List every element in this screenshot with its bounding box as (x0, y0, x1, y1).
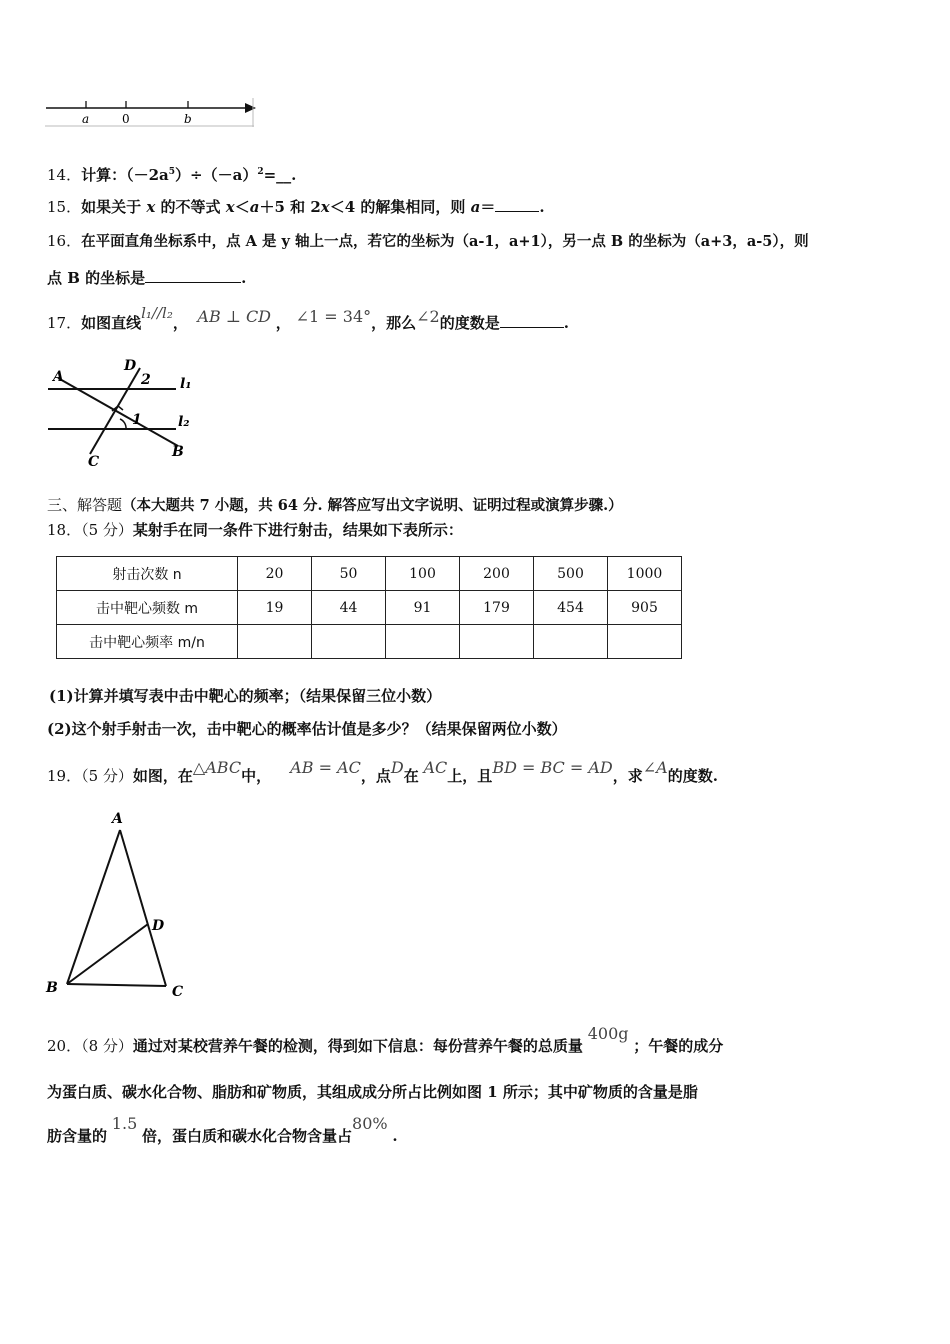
number-line-figure (44, 96, 258, 128)
question-20 (47, 1024, 724, 1056)
table-row-n (57, 557, 682, 591)
table-cell: 1000 (608, 557, 682, 591)
q16-answer-blank[interactable] (145, 268, 241, 283)
line-cd (90, 368, 140, 454)
q16-end: . (241, 269, 247, 287)
q18-number: 18． (47, 521, 82, 539)
fig17-label-l1: l₁ (180, 376, 192, 392)
fig19-label-D: D (152, 918, 165, 934)
q20-math-400g: 400g (587, 1024, 629, 1043)
q19-math-triangle: △ABC (192, 758, 242, 777)
q14-text-c: =__. (263, 166, 297, 184)
q20-number: 20． (47, 1037, 82, 1055)
table-input-cell[interactable] (534, 625, 608, 659)
q15-t2: 的不等式 (155, 198, 226, 216)
q15-t4: ＋5 和 2 (259, 198, 321, 216)
table-input-cell[interactable] (238, 625, 312, 659)
q14-number: 14． (47, 166, 82, 184)
q16-number: 16． (47, 232, 82, 250)
q19-triangle-figure (40, 806, 200, 1002)
q17-parallel-lines-figure (44, 356, 204, 468)
table-cell: 20 (238, 557, 312, 591)
q19-score: （5 分） (81, 767, 133, 785)
q15-var-x3: x (320, 198, 330, 216)
q14-sup: 5 (168, 167, 176, 177)
q17-number: 17． (47, 314, 82, 332)
q20-t5: . (392, 1127, 398, 1145)
q17-math-angle2: ∠2 (416, 307, 440, 326)
table-cell: 500 (534, 557, 608, 591)
table-cell: 200 (460, 557, 534, 591)
q15-t5: ＜4 的解集相同，则 (329, 198, 471, 216)
fig17-label-1: 1 (132, 412, 142, 428)
q19-math-ab-ac: AB = AC (290, 758, 361, 777)
q19-t5: 上，且 (447, 767, 493, 785)
q15-var-a1: a (249, 198, 260, 216)
q17-answer-blank[interactable] (500, 313, 564, 328)
q19-t6: ，求 (612, 767, 643, 785)
q15-t1: 如果关于 (81, 198, 147, 216)
table-row-m (57, 591, 682, 625)
section-3-title: 三、解答题 (47, 496, 123, 514)
side-ab (67, 830, 120, 984)
q17-math-parallel: l₁//l₂ (141, 304, 173, 322)
fig17-label-2: 2 (141, 372, 151, 388)
fig19-label-C: C (172, 984, 184, 1000)
q18-text: 某射手在同一条件下进行射击，结果如下表所示： (132, 521, 463, 539)
table-row-frequency (57, 625, 682, 659)
table-cell: 19 (238, 591, 312, 625)
table-row-label: 射击次数 n (57, 557, 238, 591)
angle-1-arc (120, 419, 126, 429)
q15-t3: ＜ (234, 198, 250, 216)
table-cell: 179 (460, 591, 534, 625)
number-line-label-b: b (184, 112, 192, 126)
side-ac (120, 830, 166, 986)
q15-var-x2: x (225, 198, 235, 216)
number-line-label-0: 0 (122, 112, 130, 126)
table-input-cell[interactable] (460, 625, 534, 659)
table-row-label: 击中靶心频率 m/n (57, 625, 238, 659)
q19-t2: 中， (241, 767, 272, 785)
table-cell: 454 (534, 591, 608, 625)
q20-math-1-5: 1.5 (111, 1114, 138, 1133)
table-input-cell[interactable] (312, 625, 386, 659)
q14-text (81, 166, 296, 184)
q19-math-angle-a: ∠A (642, 758, 668, 777)
q19-t3: ，点 (360, 767, 391, 785)
number-line-label-a: a (82, 112, 90, 126)
q20-line2: 为蛋白质、碳水化合物、脂肪和矿物质，其组成成分所占比例如图 1 所示；其中矿物质的含量是脂 (47, 1083, 698, 1101)
question-17 (47, 304, 569, 333)
question-14 (47, 162, 296, 185)
q14-sup2: 2 (257, 167, 264, 177)
q18-sub2: (2)这个射手射击一次，击中靶心的概率估计值是多少？（结果保留两位小数） (47, 720, 567, 738)
section-3-header (47, 495, 623, 516)
q17-sep1: ， (172, 314, 188, 332)
question-18 (47, 520, 463, 540)
q17-t2: ，那么 (371, 314, 417, 332)
q15-text (81, 198, 545, 216)
q14-text-a: 计算：（－2a (81, 166, 169, 184)
fig17-label-A: A (53, 369, 64, 385)
q17-sep2: ， (275, 314, 291, 332)
fig17-label-C: C (88, 454, 100, 468)
q20-t1: 通过对某校营养午餐的检测，得到如下信息：每份营养午餐的总质量 (132, 1037, 583, 1055)
q15-var-a2: a (470, 198, 481, 216)
q20-line3 (47, 1114, 398, 1146)
table-input-cell[interactable] (386, 625, 460, 659)
table-cell: 905 (608, 591, 682, 625)
q19-math-ac: AC (423, 758, 448, 777)
q19-t7: 的度数. (667, 767, 718, 785)
q15-number: 15． (47, 198, 82, 216)
q15-answer-blank[interactable] (495, 197, 539, 212)
q18-sub1: (1)计算并填写表中击中靶心的频率；（结果保留三位小数） (49, 687, 442, 705)
fig19-label-A: A (112, 811, 123, 827)
q17-math-angle1: ∠1 = 34° (295, 307, 372, 326)
question-16 (47, 231, 809, 252)
table-input-cell[interactable] (608, 625, 682, 659)
q20-score: （8 分） (81, 1037, 133, 1055)
table-cell: 100 (386, 557, 460, 591)
q20-t4: 倍，蛋白质和碳水化合物含量占 (142, 1127, 353, 1145)
q19-math-d: D (390, 758, 404, 777)
table-row-label: 击中靶心频数 m (57, 591, 238, 625)
segment-bd (67, 924, 148, 984)
q19-number: 19． (47, 767, 82, 785)
q20-t3: 肪含量的 (47, 1127, 108, 1145)
q17-t3: 的度数是 (439, 314, 500, 332)
q18-score: （5 分） (81, 521, 133, 539)
q19-math-bd-bc-ad: BD = BC = AD (492, 758, 613, 777)
section-3-note: （本大题共 7 小题，共 64 分. 解答应写出文字说明、证明过程或演算步骤.） (122, 497, 623, 514)
q15-end: . (539, 198, 545, 216)
fig19-label-B: B (46, 980, 58, 996)
q14-text-b: ）÷（－a） (175, 166, 258, 184)
fig17-label-l2: l₂ (178, 414, 190, 430)
q20-t2: ；午餐的成分 (633, 1037, 724, 1055)
q15-t6: ＝ (480, 198, 496, 216)
side-bc (67, 984, 166, 986)
table-cell: 44 (312, 591, 386, 625)
q15-var-x1: x (146, 198, 156, 216)
q17-end: . (563, 314, 569, 332)
q19-t1: 如图，在 (132, 767, 193, 785)
q16-line1: 在平面直角坐标系中，点 A 是 y 轴上一点，若它的坐标为（a-1，a+1），另一点 B 的坐标为（a+3，a-5），则 (81, 233, 809, 250)
q19-t4: 在 (403, 767, 419, 785)
question-15 (47, 197, 545, 217)
q17-t1: 如图直线 (81, 314, 142, 332)
q17-math-perp: AB ⊥ CD (197, 307, 272, 326)
q20-math-80pct: 80% (352, 1114, 388, 1133)
shooting-results-table (56, 556, 682, 659)
table-cell: 50 (312, 557, 386, 591)
question-19 (47, 758, 718, 786)
fig17-label-D: D (124, 358, 137, 374)
q16-line2: 点 B 的坐标是 (47, 269, 146, 287)
table-cell: 91 (386, 591, 460, 625)
fig17-label-B: B (172, 444, 184, 460)
question-16-line2 (47, 268, 246, 288)
